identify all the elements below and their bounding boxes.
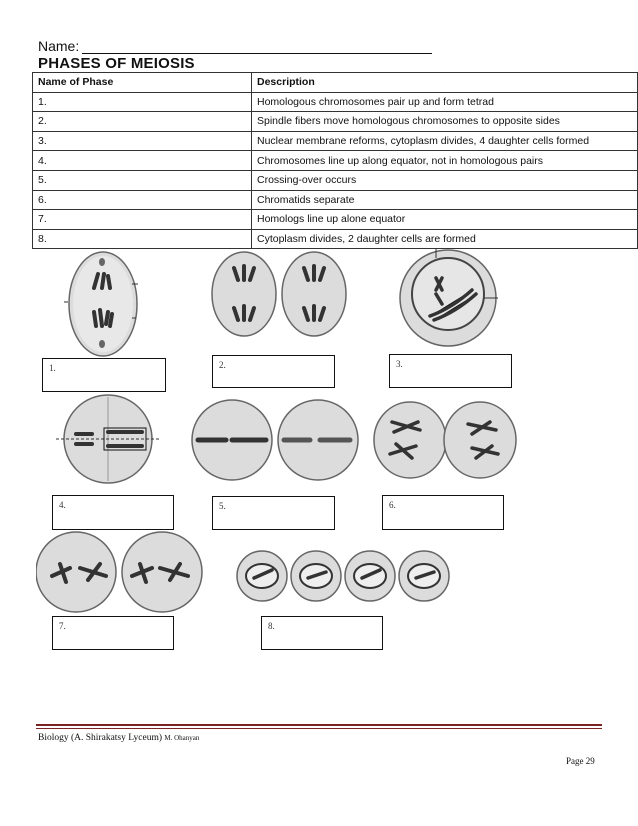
table-header-row xyxy=(33,73,638,93)
description-cell: Chromosomes line up along equator, not in homologous pairs xyxy=(252,151,638,171)
answer-box-7[interactable]: 7. xyxy=(52,616,174,650)
phases-table xyxy=(32,72,638,249)
phase-name-cell[interactable]: 1. xyxy=(33,92,252,112)
table-row xyxy=(33,131,638,151)
footer-divider xyxy=(36,724,602,726)
name-label: Name: xyxy=(38,38,80,54)
cell-diagram-4 xyxy=(56,392,160,486)
answer-box-6[interactable]: 6. xyxy=(382,495,504,530)
name-blank[interactable] xyxy=(82,39,432,54)
table-row xyxy=(33,210,638,230)
description-cell: Crossing-over occurs xyxy=(252,170,638,190)
phase-name-cell[interactable]: 2. xyxy=(33,112,252,132)
cell-diagram-3 xyxy=(396,246,500,350)
cell-diagram-1 xyxy=(62,248,144,360)
table-row xyxy=(33,170,638,190)
footer-course: Biology (A. Shirakatsy Lyceum) xyxy=(38,733,163,743)
cell-diagram-7 xyxy=(36,530,206,614)
answer-box-2[interactable]: 2. xyxy=(212,355,335,388)
table-row xyxy=(33,151,638,171)
footer-divider-thin xyxy=(36,728,602,729)
table-row xyxy=(33,229,638,249)
phase-name-cell[interactable]: 7. xyxy=(33,210,252,230)
description-cell: Homologous chromosomes pair up and form tetrad xyxy=(252,92,638,112)
description-cell: Spindle fibers move homologous chromosomes to opposite sides xyxy=(252,112,638,132)
header-name-of-phase: Name of Phase xyxy=(33,73,252,93)
table-row xyxy=(33,112,638,132)
answer-box-1[interactable]: 1. xyxy=(42,358,166,392)
table-row xyxy=(33,92,638,112)
phase-name-cell[interactable]: 6. xyxy=(33,190,252,210)
cell-diagram-2 xyxy=(208,248,350,340)
cell-diagram-5 xyxy=(190,398,360,482)
phase-name-cell[interactable]: 3. xyxy=(33,131,252,151)
cell-diagram-6 xyxy=(372,400,518,480)
answer-box-4[interactable]: 4. xyxy=(52,495,174,530)
phase-name-cell[interactable]: 4. xyxy=(33,151,252,171)
phase-name-cell[interactable]: 8. xyxy=(33,229,252,249)
cell-diagram-8 xyxy=(234,548,454,604)
header-description: Description xyxy=(252,73,638,93)
description-cell: Cytoplasm divides, 2 daughter cells are formed xyxy=(252,229,638,249)
description-cell: Chromatids separate xyxy=(252,190,638,210)
answer-box-5[interactable]: 5. xyxy=(212,496,335,530)
answer-box-8[interactable]: 8. xyxy=(261,616,383,650)
page-number: Page 29 xyxy=(566,756,595,766)
footer-author: M. Ohanyan xyxy=(164,734,200,742)
name-field[interactable] xyxy=(38,38,432,54)
footer-credit xyxy=(38,733,199,743)
phase-name-cell[interactable]: 5. xyxy=(33,170,252,190)
answer-box-3[interactable]: 3. xyxy=(389,354,512,388)
table-row xyxy=(33,190,638,210)
description-cell: Nuclear membrane reforms, cytoplasm divides, 4 daughter cells formed xyxy=(252,131,638,151)
description-cell: Homologs line up alone equator xyxy=(252,210,638,230)
page-title: PHASES OF MEIOSIS xyxy=(38,55,195,72)
